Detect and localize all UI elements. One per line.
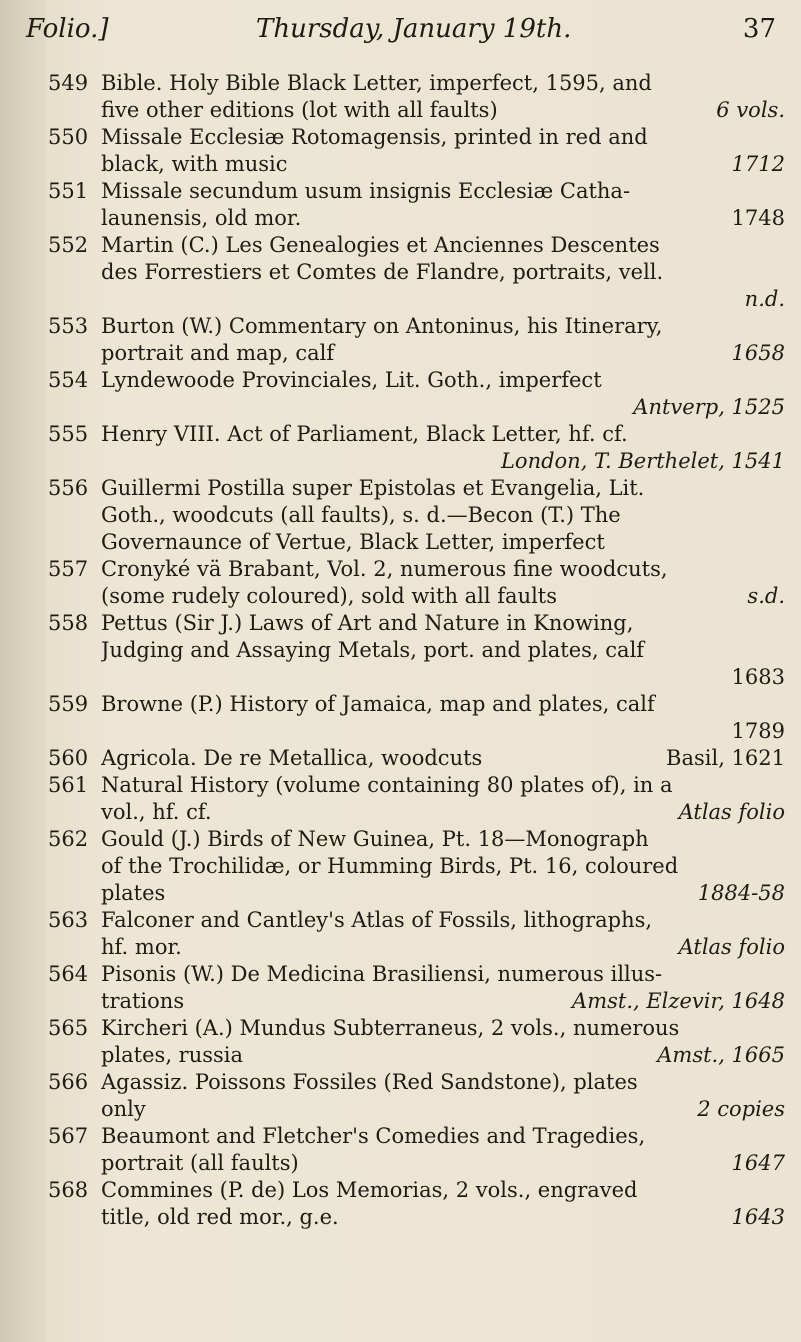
entry-text: of the Trochilidæ, or Humming Birds, Pt. 16, coloured bbox=[101, 854, 679, 878]
catalogue-entry bbox=[0, 124, 801, 178]
entry-line bbox=[101, 556, 785, 583]
entry-date-or-format: 1643 bbox=[731, 1205, 785, 1229]
lot-number: 554 bbox=[48, 368, 89, 392]
entry-line bbox=[101, 745, 785, 772]
catalogue-entry bbox=[0, 826, 801, 907]
entry-line bbox=[101, 637, 785, 664]
entry-line bbox=[101, 718, 785, 745]
entry-line bbox=[101, 1069, 785, 1096]
entry-line bbox=[101, 529, 785, 556]
lot-number: 560 bbox=[48, 746, 89, 770]
entry-text: Cronyké vä Brabant, Vol. 2, numerous fine woodcuts, bbox=[101, 557, 668, 581]
entry-line bbox=[101, 988, 785, 1015]
entry-line bbox=[101, 664, 785, 691]
entry-line bbox=[101, 286, 785, 313]
page-number: 37 bbox=[742, 14, 776, 44]
entry-text: (some rudely coloured), sold with all faults bbox=[101, 584, 558, 608]
entry-date-or-format: Antverp, 1525 bbox=[633, 395, 785, 419]
lot-number: 565 bbox=[48, 1016, 89, 1040]
entry-date-or-format: 1647 bbox=[731, 1151, 785, 1175]
entry-line bbox=[101, 1015, 785, 1042]
entry-text: Kircheri (A.) Mundus Subterraneus, 2 vols., numerous bbox=[101, 1016, 680, 1040]
lot-number: 552 bbox=[48, 233, 89, 257]
header-section: Folio.] bbox=[26, 14, 109, 44]
entry-text: Burton (W.) Commentary on Antoninus, his Itinerary, bbox=[101, 314, 663, 338]
entry-line bbox=[101, 1042, 785, 1069]
entry-text: Governaunce of Vertue, Black Letter, imperfect bbox=[101, 530, 605, 554]
catalogue-entry bbox=[0, 1015, 801, 1069]
catalogue-entry bbox=[0, 313, 801, 367]
entry-line bbox=[101, 151, 785, 178]
entry-text: vol., hf. cf. bbox=[101, 800, 212, 824]
header-date: Thursday, January 19th. bbox=[256, 14, 572, 44]
lot-number: 558 bbox=[48, 611, 89, 635]
entry-text: Browne (P.) History of Jamaica, map and plates, calf bbox=[101, 692, 655, 716]
entry-text: Pettus (Sir J.) Laws of Art and Nature in Knowing, bbox=[101, 611, 634, 635]
entry-line bbox=[101, 826, 785, 853]
entry-text: Agricola. De re Metallica, woodcuts bbox=[101, 746, 483, 770]
lot-number: 563 bbox=[48, 908, 89, 932]
lot-number: 562 bbox=[48, 827, 89, 851]
entry-date-or-format: s.d. bbox=[747, 584, 785, 608]
entry-text: Agassiz. Poissons Fossiles (Red Sandstone), plates bbox=[101, 1070, 638, 1094]
lot-number: 564 bbox=[48, 962, 89, 986]
entry-line bbox=[101, 421, 785, 448]
entry-line bbox=[101, 340, 785, 367]
entry-text: Missale secundum usum insignis Ecclesiæ Catha- bbox=[101, 179, 631, 203]
entry-text: title, old red mor., g.e. bbox=[101, 1205, 339, 1229]
entry-text: Commines (P. de) Los Memorias, 2 vols., engraved bbox=[101, 1178, 638, 1202]
lot-number: 550 bbox=[48, 125, 89, 149]
entry-date-or-format: 1658 bbox=[731, 341, 785, 365]
catalogue-entry bbox=[0, 178, 801, 232]
entry-date-or-format: Basil, 1621 bbox=[666, 746, 785, 770]
lot-number: 557 bbox=[48, 557, 89, 581]
entry-line bbox=[101, 853, 785, 880]
entry-line bbox=[101, 610, 785, 637]
entry-line bbox=[101, 1150, 785, 1177]
entry-text: portrait and map, calf bbox=[101, 341, 335, 365]
catalogue-entry bbox=[0, 421, 801, 475]
entry-line bbox=[101, 799, 785, 826]
entry-date-or-format: London, T. Berthelet, 1541 bbox=[500, 449, 785, 473]
entry-date-or-format: 1748 bbox=[731, 206, 785, 230]
entry-text: Gould (J.) Birds of New Guinea, Pt. 18—Monograph bbox=[101, 827, 649, 851]
catalogue-entry bbox=[0, 1069, 801, 1123]
entry-line bbox=[101, 475, 785, 502]
catalogue-entry bbox=[0, 907, 801, 961]
entry-line bbox=[101, 907, 785, 934]
entry-line bbox=[101, 880, 785, 907]
lot-number: 555 bbox=[48, 422, 89, 446]
catalogue-entry bbox=[0, 367, 801, 421]
entry-line bbox=[101, 232, 785, 259]
entry-text: Goth., woodcuts (all faults), s. d.—Becon (T.) The bbox=[101, 503, 621, 527]
lot-number: 566 bbox=[48, 1070, 89, 1094]
entry-text: Henry VIII. Act of Parliament, Black Letter, hf. cf. bbox=[101, 422, 628, 446]
lot-number: 561 bbox=[48, 773, 89, 797]
catalogue-entry bbox=[0, 610, 801, 691]
entry-date-or-format: 1683 bbox=[731, 665, 785, 689]
entry-line bbox=[101, 205, 785, 232]
entry-text: Lyndewoode Provinciales, Lit. Goth., imperfect bbox=[101, 368, 602, 392]
entry-line bbox=[101, 313, 785, 340]
lot-number: 551 bbox=[48, 179, 89, 203]
catalogue-entry bbox=[0, 1177, 801, 1231]
entry-line bbox=[101, 97, 785, 124]
entry-line bbox=[101, 259, 785, 286]
entry-text: des Forrestiers et Comtes de Flandre, portraits, vell. bbox=[101, 260, 664, 284]
lot-number: 553 bbox=[48, 314, 89, 338]
lot-number: 568 bbox=[48, 1178, 89, 1202]
entry-date-or-format: 1789 bbox=[731, 719, 785, 743]
lot-number: 549 bbox=[48, 71, 89, 95]
catalogue-entry bbox=[0, 691, 801, 745]
entry-date-or-format: Atlas folio bbox=[678, 935, 785, 959]
entry-date-or-format: n.d. bbox=[744, 287, 785, 311]
entry-line bbox=[101, 367, 785, 394]
entry-text: plates, russia bbox=[101, 1043, 244, 1067]
entry-text: black, with music bbox=[101, 152, 288, 176]
entry-line bbox=[101, 502, 785, 529]
entry-date-or-format: 1712 bbox=[731, 152, 785, 176]
entry-line bbox=[101, 1096, 785, 1123]
entry-text: Beaumont and Fletcher's Comedies and Tragedies, bbox=[101, 1124, 646, 1148]
catalogue-entry bbox=[0, 475, 801, 556]
entry-line bbox=[101, 70, 785, 97]
entry-line bbox=[101, 961, 785, 988]
entry-date-or-format: Amst., Elzevir, 1648 bbox=[572, 989, 785, 1013]
entry-line bbox=[101, 1204, 785, 1231]
entry-line bbox=[101, 394, 785, 421]
entry-line bbox=[101, 772, 785, 799]
entry-line bbox=[101, 178, 785, 205]
page-header bbox=[26, 14, 786, 54]
entry-date-or-format: 2 copies bbox=[697, 1097, 785, 1121]
entry-text: portrait (all faults) bbox=[101, 1151, 299, 1175]
lot-number: 567 bbox=[48, 1124, 89, 1148]
entry-text: Judging and Assaying Metals, port. and plates, calf bbox=[101, 638, 645, 662]
entry-text: five other editions (lot with all faults) bbox=[101, 98, 498, 122]
catalogue-entry bbox=[0, 232, 801, 313]
catalogue-entry bbox=[0, 772, 801, 826]
entry-text: Martin (C.) Les Genealogies et Anciennes Descentes bbox=[101, 233, 660, 257]
entry-text: plates bbox=[101, 881, 166, 905]
entry-text: trations bbox=[101, 989, 185, 1013]
entry-date-or-format: 6 vols. bbox=[716, 98, 785, 122]
entry-date-or-format: Amst., 1665 bbox=[657, 1043, 785, 1067]
catalogue-entry bbox=[0, 961, 801, 1015]
entry-text: Pisonis (W.) De Medicina Brasiliensi, numerous illus- bbox=[101, 962, 663, 986]
entry-line bbox=[101, 934, 785, 961]
entry-text: only bbox=[101, 1097, 146, 1121]
entry-text: hf. mor. bbox=[101, 935, 182, 959]
entry-text: Falconer and Cantley's Atlas of Fossils, lithographs, bbox=[101, 908, 653, 932]
entry-line bbox=[101, 1177, 785, 1204]
entry-text: Missale Ecclesiæ Rotomagensis, printed in red and bbox=[101, 125, 648, 149]
entry-text: Bible. Holy Bible Black Letter, imperfect, 1595, and bbox=[101, 71, 652, 95]
entry-text: Guillermi Postilla super Epistolas et Evangelia, Lit. bbox=[101, 476, 645, 500]
entry-date-or-format: 1884-58 bbox=[697, 881, 785, 905]
entry-text: Natural History (volume containing 80 plates of), in a bbox=[101, 773, 673, 797]
entry-line bbox=[101, 583, 785, 610]
entry-text: launensis, old mor. bbox=[101, 206, 302, 230]
lot-number: 556 bbox=[48, 476, 89, 500]
catalogue-entries bbox=[0, 70, 801, 1231]
catalogue-entry bbox=[0, 70, 801, 124]
entry-line bbox=[101, 1123, 785, 1150]
entry-line bbox=[101, 691, 785, 718]
entry-line bbox=[101, 448, 785, 475]
catalogue-entry bbox=[0, 1123, 801, 1177]
entry-date-or-format: Atlas folio bbox=[678, 800, 785, 824]
lot-number: 559 bbox=[48, 692, 89, 716]
entry-line bbox=[101, 124, 785, 151]
catalogue-entry bbox=[0, 745, 801, 772]
catalogue-entry bbox=[0, 556, 801, 610]
